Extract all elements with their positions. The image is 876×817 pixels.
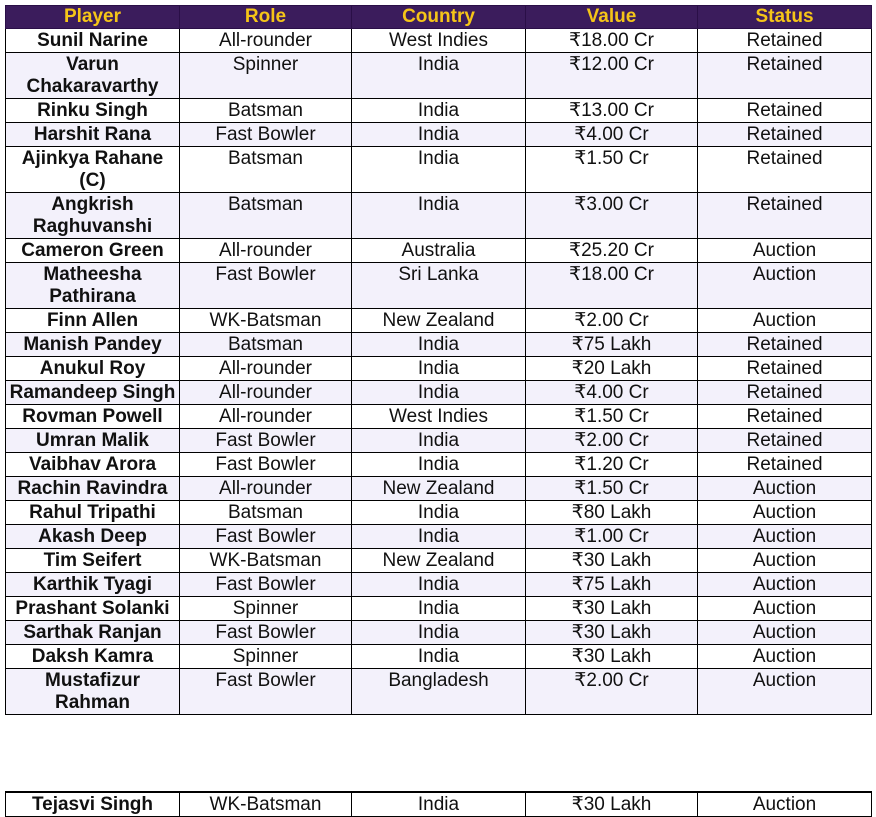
- player-cell[interactable]: Ajinkya Rahane (C): [6, 147, 180, 193]
- status-cell[interactable]: Auction: [698, 501, 872, 525]
- table-row: [6, 309, 872, 333]
- table-row: [6, 573, 872, 597]
- player-cell[interactable]: Matheesha Pathirana: [6, 263, 180, 309]
- status-cell[interactable]: Retained: [698, 193, 872, 239]
- value-cell[interactable]: ₹1.50 Cr: [526, 405, 698, 429]
- header-role[interactable]: Role: [180, 6, 352, 29]
- table-row: [6, 99, 872, 123]
- player-cell[interactable]: Akash Deep: [6, 525, 180, 549]
- role-cell[interactable]: All-rounder: [180, 477, 352, 501]
- role-cell[interactable]: Fast Bowler: [180, 573, 352, 597]
- player-cell[interactable]: Prashant Solanki: [6, 597, 180, 621]
- table-row: [6, 501, 872, 525]
- role-cell[interactable]: Batsman: [180, 501, 352, 525]
- value-cell[interactable]: ₹4.00 Cr: [526, 381, 698, 405]
- squad-table: [5, 5, 872, 715]
- table-header-row: [6, 6, 872, 29]
- country-cell[interactable]: Bangladesh: [352, 669, 526, 715]
- value-cell[interactable]: ₹30 Lakh: [526, 597, 698, 621]
- player-cell[interactable]: Anukul Roy: [6, 357, 180, 381]
- country-cell[interactable]: India: [352, 792, 526, 817]
- value-cell[interactable]: ₹1.20 Cr: [526, 453, 698, 477]
- status-cell[interactable]: Retained: [698, 357, 872, 381]
- value-cell[interactable]: ₹30 Lakh: [526, 549, 698, 573]
- value-cell[interactable]: ₹2.00 Cr: [526, 669, 698, 715]
- role-cell[interactable]: WK-Batsman: [180, 309, 352, 333]
- status-cell[interactable]: Auction: [698, 645, 872, 669]
- table-row: [6, 453, 872, 477]
- table-row: [6, 239, 872, 263]
- country-cell[interactable]: India: [352, 333, 526, 357]
- role-cell[interactable]: Fast Bowler: [180, 123, 352, 147]
- country-cell[interactable]: India: [352, 429, 526, 453]
- table-row: [6, 525, 872, 549]
- status-cell[interactable]: Auction: [698, 525, 872, 549]
- table-row: [6, 405, 872, 429]
- value-cell[interactable]: ₹30 Lakh: [526, 792, 698, 817]
- status-cell[interactable]: Retained: [698, 381, 872, 405]
- status-cell[interactable]: Retained: [698, 333, 872, 357]
- player-cell[interactable]: Sarthak Ranjan: [6, 621, 180, 645]
- status-cell[interactable]: Auction: [698, 477, 872, 501]
- role-cell[interactable]: All-rounder: [180, 357, 352, 381]
- value-cell[interactable]: ₹30 Lakh: [526, 645, 698, 669]
- status-cell[interactable]: Auction: [698, 239, 872, 263]
- country-cell[interactable]: India: [352, 621, 526, 645]
- role-cell[interactable]: WK-Batsman: [180, 792, 352, 817]
- value-cell[interactable]: ₹12.00 Cr: [526, 53, 698, 99]
- role-cell[interactable]: Fast Bowler: [180, 263, 352, 309]
- value-cell[interactable]: ₹75 Lakh: [526, 333, 698, 357]
- player-cell[interactable]: Sunil Narine: [6, 29, 180, 53]
- role-cell[interactable]: Fast Bowler: [180, 525, 352, 549]
- role-cell[interactable]: Batsman: [180, 333, 352, 357]
- status-cell[interactable]: Retained: [698, 99, 872, 123]
- country-cell[interactable]: West Indies: [352, 29, 526, 53]
- player-cell[interactable]: Tejasvi Singh: [6, 792, 180, 817]
- player-cell[interactable]: Ramandeep Singh: [6, 381, 180, 405]
- table-row: [6, 333, 872, 357]
- status-cell[interactable]: Auction: [698, 573, 872, 597]
- country-cell[interactable]: New Zealand: [352, 309, 526, 333]
- table-row: [6, 477, 872, 501]
- status-cell[interactable]: Auction: [698, 263, 872, 309]
- value-cell[interactable]: ₹80 Lakh: [526, 501, 698, 525]
- header-country[interactable]: Country: [352, 6, 526, 29]
- value-cell[interactable]: ₹25.20 Cr: [526, 239, 698, 263]
- table-row: [6, 381, 872, 405]
- role-cell[interactable]: All-rounder: [180, 381, 352, 405]
- role-cell[interactable]: Fast Bowler: [180, 669, 352, 715]
- role-cell[interactable]: All-rounder: [180, 29, 352, 53]
- status-cell[interactable]: Auction: [698, 792, 872, 817]
- value-cell[interactable]: ₹20 Lakh: [526, 357, 698, 381]
- table-row: [6, 645, 872, 669]
- status-cell[interactable]: Auction: [698, 669, 872, 715]
- value-cell[interactable]: ₹2.00 Cr: [526, 309, 698, 333]
- value-cell[interactable]: ₹1.50 Cr: [526, 477, 698, 501]
- country-cell[interactable]: Australia: [352, 239, 526, 263]
- role-cell[interactable]: Fast Bowler: [180, 429, 352, 453]
- value-cell[interactable]: ₹75 Lakh: [526, 573, 698, 597]
- country-cell[interactable]: India: [352, 573, 526, 597]
- status-cell[interactable]: Retained: [698, 147, 872, 193]
- table-row: [6, 123, 872, 147]
- table-row: [6, 597, 872, 621]
- country-cell[interactable]: India: [352, 381, 526, 405]
- player-cell[interactable]: Mustafizur Rahman: [6, 669, 180, 715]
- table-body: [6, 29, 872, 715]
- player-cell[interactable]: Varun Chakaravarthy: [6, 53, 180, 99]
- country-cell[interactable]: India: [352, 645, 526, 669]
- status-cell[interactable]: Retained: [698, 29, 872, 53]
- role-cell[interactable]: All-rounder: [180, 405, 352, 429]
- country-cell[interactable]: India: [352, 525, 526, 549]
- country-cell[interactable]: New Zealand: [352, 549, 526, 573]
- status-cell[interactable]: Retained: [698, 123, 872, 147]
- status-cell[interactable]: Auction: [698, 621, 872, 645]
- value-cell[interactable]: ₹4.00 Cr: [526, 123, 698, 147]
- country-cell[interactable]: West Indies: [352, 405, 526, 429]
- status-cell[interactable]: Retained: [698, 405, 872, 429]
- country-cell[interactable]: India: [352, 597, 526, 621]
- player-cell[interactable]: Cameron Green: [6, 239, 180, 263]
- header-value[interactable]: Value: [526, 6, 698, 29]
- table-row: [6, 263, 872, 309]
- status-cell[interactable]: Retained: [698, 53, 872, 99]
- status-cell[interactable]: Retained: [698, 453, 872, 477]
- country-cell[interactable]: New Zealand: [352, 477, 526, 501]
- table-row: [6, 621, 872, 645]
- player-cell[interactable]: Rachin Ravindra: [6, 477, 180, 501]
- value-cell[interactable]: ₹30 Lakh: [526, 621, 698, 645]
- table-row: [6, 429, 872, 453]
- value-cell[interactable]: ₹1.50 Cr: [526, 147, 698, 193]
- status-cell[interactable]: Retained: [698, 429, 872, 453]
- country-cell[interactable]: India: [352, 123, 526, 147]
- role-cell[interactable]: Fast Bowler: [180, 621, 352, 645]
- last-row-container: [5, 791, 871, 817]
- status-cell[interactable]: Auction: [698, 549, 872, 573]
- player-cell[interactable]: Rinku Singh: [6, 99, 180, 123]
- country-cell[interactable]: Sri Lanka: [352, 263, 526, 309]
- table-row: [6, 357, 872, 381]
- player-cell[interactable]: Karthik Tyagi: [6, 573, 180, 597]
- table-row: [6, 193, 872, 239]
- table-row: [6, 53, 872, 99]
- role-cell[interactable]: Fast Bowler: [180, 453, 352, 477]
- role-cell[interactable]: Spinner: [180, 53, 352, 99]
- value-cell[interactable]: ₹18.00 Cr: [526, 263, 698, 309]
- value-cell[interactable]: ₹13.00 Cr: [526, 99, 698, 123]
- player-cell[interactable]: Finn Allen: [6, 309, 180, 333]
- table-row: [6, 669, 872, 715]
- country-cell[interactable]: India: [352, 53, 526, 99]
- role-cell[interactable]: WK-Batsman: [180, 549, 352, 573]
- player-cell[interactable]: Rovman Powell: [6, 405, 180, 429]
- country-cell[interactable]: India: [352, 501, 526, 525]
- player-cell[interactable]: Manish Pandey: [6, 333, 180, 357]
- country-cell[interactable]: India: [352, 453, 526, 477]
- header-status[interactable]: Status: [698, 6, 872, 29]
- player-cell[interactable]: Vaibhav Arora: [6, 453, 180, 477]
- country-cell[interactable]: India: [352, 99, 526, 123]
- role-cell[interactable]: Batsman: [180, 99, 352, 123]
- player-cell[interactable]: Umran Malik: [6, 429, 180, 453]
- status-cell[interactable]: Auction: [698, 309, 872, 333]
- table-row: [6, 549, 872, 573]
- squad-table-container: [5, 5, 871, 715]
- value-cell[interactable]: ₹1.00 Cr: [526, 525, 698, 549]
- player-cell[interactable]: Harshit Rana: [6, 123, 180, 147]
- table-row: [6, 792, 872, 817]
- value-cell[interactable]: ₹18.00 Cr: [526, 29, 698, 53]
- country-cell[interactable]: India: [352, 147, 526, 193]
- role-cell[interactable]: Batsman: [180, 147, 352, 193]
- role-cell[interactable]: All-rounder: [180, 239, 352, 263]
- country-cell[interactable]: India: [352, 193, 526, 239]
- player-cell[interactable]: Daksh Kamra: [6, 645, 180, 669]
- value-cell[interactable]: ₹2.00 Cr: [526, 429, 698, 453]
- header-player[interactable]: Player: [6, 6, 180, 29]
- country-cell[interactable]: India: [352, 357, 526, 381]
- role-cell[interactable]: Spinner: [180, 597, 352, 621]
- squad-table-last-row: [5, 791, 872, 817]
- value-cell[interactable]: ₹3.00 Cr: [526, 193, 698, 239]
- player-cell[interactable]: Rahul Tripathi: [6, 501, 180, 525]
- status-cell[interactable]: Auction: [698, 597, 872, 621]
- table-row: [6, 147, 872, 193]
- player-cell[interactable]: Tim Seifert: [6, 549, 180, 573]
- table-row: [6, 29, 872, 53]
- role-cell[interactable]: Batsman: [180, 193, 352, 239]
- player-cell[interactable]: Angkrish Raghuvanshi: [6, 193, 180, 239]
- role-cell[interactable]: Spinner: [180, 645, 352, 669]
